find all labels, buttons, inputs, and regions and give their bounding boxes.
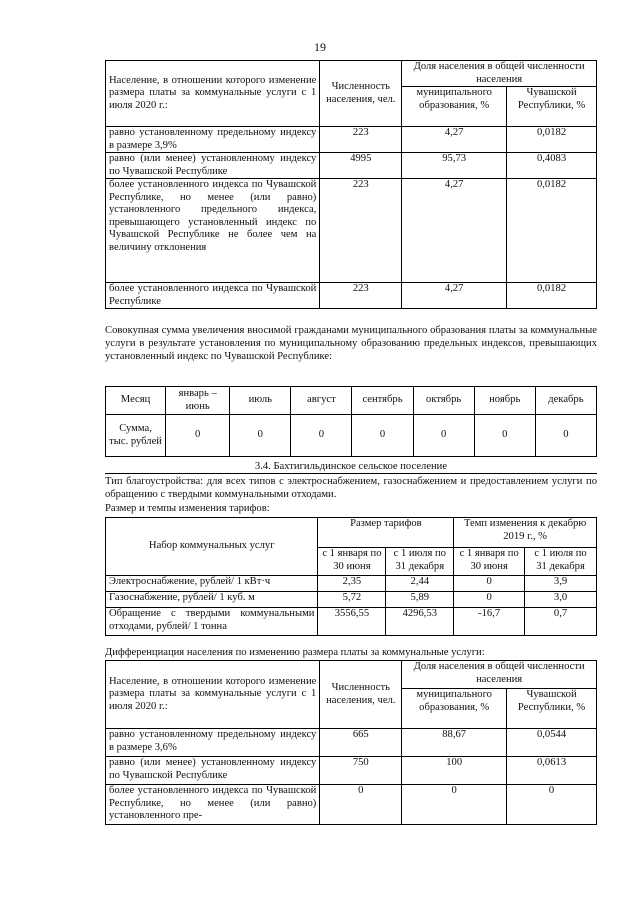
month-name: январь – июнь [166,387,230,415]
row-label: равно установленному предельному индексу в размере 3,9% [106,127,320,153]
tariff-value: 2,44 [386,576,454,592]
tariff-value: -16,7 [454,608,525,636]
pop-header-label: Население, в отношении которого изменение размера платы за коммунальные услуги с 1 июля 2020 г.: [106,661,320,729]
tariff-value: 0 [454,576,525,592]
period-header: с 1 января по 30 июня [318,548,386,576]
sum-value: 0 [413,415,474,457]
pop-header-share: Доля населения в общей численности населения [402,61,597,87]
row-municipal: 100 [402,757,507,785]
month-name: декабрь [535,387,596,415]
sum-value: 0 [291,415,352,457]
table-row [106,785,597,825]
table-row [106,179,597,283]
tariff-value: 0,7 [525,608,597,636]
row-count: 4995 [320,153,402,179]
tariff-value: 5,89 [386,592,454,608]
tariff-value: 3,9 [525,576,597,592]
row-republic: 0,0182 [507,283,597,309]
period-header: с 1 июля по 31 декабря [386,548,454,576]
tariff-value: 2,35 [318,576,386,592]
row-republic: 0,0613 [507,757,597,785]
sum-value: 0 [230,415,291,457]
period-header: с 1 июля по 31 декабря [525,548,597,576]
sum-value: 0 [166,415,230,457]
row-label: равно (или менее) установленному индексу по Чувашской Республике [106,757,320,785]
row-label: более установленного индекса по Чувашской Республике, но менее (или равно) установленного предельного индекса, превышающего установленный индекс по Чувашской Республике не более чем на величину отклонения [106,179,320,283]
month-name: сентябрь [352,387,413,415]
page-number: 19 [314,40,326,54]
tariff-value: 4296,53 [386,608,454,636]
tariff-header-rate: Темп изменения к декабрю 2019 г., % [454,518,597,548]
row-count: 223 [320,179,402,283]
tariff-heading: Размер и темпы изменения тарифов: [105,503,270,514]
population-table-2 [105,660,597,825]
table-row [106,153,597,179]
pop-header-label: Население, в отношении которого изменение размера платы за коммунальные услуги с 1 июля 2020 г.: [106,61,320,127]
tariff-header-set: Набор коммунальных услуг [106,518,318,576]
table-row [106,592,597,608]
tariff-value: 5,72 [318,592,386,608]
pop-header-municipal: муниципального образования, % [402,87,507,127]
row-municipal: 88,67 [402,729,507,757]
tariff-value: 3556,55 [318,608,386,636]
month-name: июль [230,387,291,415]
table-row [106,127,597,153]
row-municipal: 4,27 [402,283,507,309]
sum-value: 0 [352,415,413,457]
row-municipal: 0 [402,785,507,825]
row-count: 223 [320,127,402,153]
improvement-type-text: Тип благоустройства: для всех типов с электроснабжением, газоснабжением и предоставлением услуги по обращению с твердыми коммунальными отходами. [105,476,597,500]
row-republic: 0,0182 [507,127,597,153]
pop-header-republic: Чувашской Республики, % [507,689,597,729]
table-row [106,283,597,309]
differentiation-heading: Дифференциация населения по изменению размера платы за коммунальные услуги: [105,647,485,658]
row-municipal: 95,73 [402,153,507,179]
row-label: равно установленному предельному индексу в размере 3,6% [106,729,320,757]
pop-header-republic: Чувашской Республики, % [507,87,597,127]
tariff-name: Электроснабжение, рублей/ 1 кВт·ч [106,576,318,592]
month-name: ноябрь [474,387,535,415]
row-count: 223 [320,283,402,309]
sum-value: 0 [535,415,596,457]
row-republic: 0,4083 [507,153,597,179]
row-label: более установленного индекса по Чувашской Республике [106,283,320,309]
row-republic: 0,0182 [507,179,597,283]
row-count: 750 [320,757,402,785]
row-municipal: 4,27 [402,127,507,153]
tariff-name: Газоснабжение, рублей/ 1 куб. м [106,592,318,608]
pop-header-share: Доля населения в общей численности населения [402,661,597,689]
row-count: 665 [320,729,402,757]
month-name: октябрь [413,387,474,415]
row-republic: 0,0544 [507,729,597,757]
section-title: 3.4. Бахтигильдинское сельское поселение [105,460,597,474]
tariff-name: Обращение с твердыми коммунальными отходами, рублей/ 1 тонна [106,608,318,636]
sum-value: 0 [474,415,535,457]
period-header: с 1 января по 30 июня [454,548,525,576]
month-header: Месяц [106,387,166,415]
pop-header-count: Численность населения, чел. [320,661,402,729]
population-table-1 [105,60,597,309]
row-republic: 0 [507,785,597,825]
month-name: август [291,387,352,415]
tariff-header-size: Размер тарифов [318,518,454,548]
pop-header-municipal: муниципального образования, % [402,689,507,729]
row-count: 0 [320,785,402,825]
tariff-value: 0 [454,592,525,608]
row-municipal: 4,27 [402,179,507,283]
table-row [106,608,597,636]
total-sum-paragraph: Совокупная сумма увеличения вносимой гражданами муниципального образования платы за коммунальные услуги в результате установления по муниципальному образованию предельных индексов, превышающих установленный индекс по Чувашской Республике: [105,325,597,362]
table-row [106,729,597,757]
tariff-table [105,517,597,636]
table-row [106,757,597,785]
row-label: равно (или менее) установленному индексу по Чувашской Республике [106,153,320,179]
table-row [106,576,597,592]
row-label: более установленного индекса по Чувашской Республике, но менее (или равно) установленного пре- [106,785,320,825]
sum-row-label: Сумма, тыс. рублей [106,415,166,457]
pop-header-count: Численность населения, чел. [320,61,402,127]
monthly-sum-table [105,386,597,457]
tariff-value: 3,0 [525,592,597,608]
